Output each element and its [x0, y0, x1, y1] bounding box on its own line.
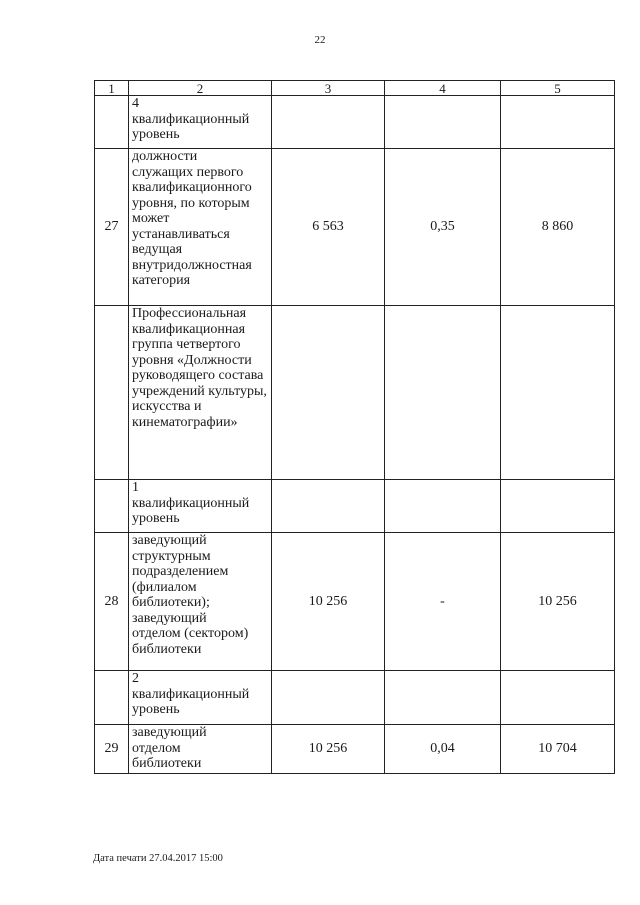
- desc-text: должности служащих первого квалификационного уровня, по которым может устанавливаться ведущая внутридолжностная категория: [132, 149, 252, 288]
- base-salary-cell: [272, 306, 385, 480]
- header-cell: 3: [272, 81, 385, 96]
- table-row: [95, 96, 615, 149]
- total-salary-cell: [501, 480, 615, 533]
- total-salary-cell: 10 704: [501, 725, 615, 774]
- row-description: [129, 149, 272, 306]
- total-salary-cell: 8 860: [501, 149, 615, 306]
- row-description: [129, 96, 272, 149]
- row-description: [129, 533, 272, 671]
- total-salary-cell: [501, 96, 615, 149]
- header-cell: 1: [95, 81, 129, 96]
- desc-text: 2 квалификационный уровень: [132, 671, 250, 717]
- base-salary-cell: [272, 671, 385, 725]
- header-cell: 2: [129, 81, 272, 96]
- header-cell: 4: [385, 81, 501, 96]
- row-number: [95, 96, 129, 149]
- base-salary-cell: 10 256: [272, 725, 385, 774]
- table-row: [95, 149, 615, 306]
- row-description: [129, 671, 272, 725]
- row-description: [129, 480, 272, 533]
- print-date-footer: Дата печати 27.04.2017 15:00: [93, 853, 223, 864]
- table-row: [95, 480, 615, 533]
- base-salary-cell: 6 563: [272, 149, 385, 306]
- table-row: [95, 306, 615, 480]
- row-description: [129, 725, 272, 774]
- table-row: [95, 671, 615, 725]
- table-header-row: [95, 81, 615, 96]
- salary-table: [94, 80, 615, 774]
- header-cell: 5: [501, 81, 615, 96]
- row-description: Профессиональная квалификационная группа четвертого уровня «Должности руководящего состава учреждений культуры, искусства и кинематографии»: [129, 306, 272, 480]
- row-number: [95, 480, 129, 533]
- base-salary-cell: 10 256: [272, 533, 385, 671]
- total-salary-cell: 10 256: [501, 533, 615, 671]
- desc-text: 4 квалификационный уровень: [132, 96, 250, 142]
- coefficient-cell: [385, 671, 501, 725]
- coefficient-cell: [385, 480, 501, 533]
- row-number: 27: [95, 149, 129, 306]
- row-number: 28: [95, 533, 129, 671]
- table-row: [95, 725, 615, 774]
- base-salary-cell: [272, 480, 385, 533]
- row-number: 29: [95, 725, 129, 774]
- coefficient-cell: 0,35: [385, 149, 501, 306]
- total-salary-cell: [501, 306, 615, 480]
- row-number: [95, 306, 129, 480]
- total-salary-cell: [501, 671, 615, 725]
- page-number: 22: [314, 34, 326, 46]
- desc-text: 1 квалификационный уровень: [132, 480, 250, 526]
- base-salary-cell: [272, 96, 385, 149]
- desc-text: заведующий отделом библиотеки: [132, 725, 207, 771]
- coefficient-cell: [385, 96, 501, 149]
- table-row: [95, 533, 615, 671]
- desc-text: заведующий структурным подразделением (филиалом библиотеки); заведующий отделом (сектором) библиотеки: [132, 533, 249, 657]
- coefficient-cell: 0,04: [385, 725, 501, 774]
- row-number: [95, 671, 129, 725]
- coefficient-cell: -: [385, 533, 501, 671]
- coefficient-cell: [385, 306, 501, 480]
